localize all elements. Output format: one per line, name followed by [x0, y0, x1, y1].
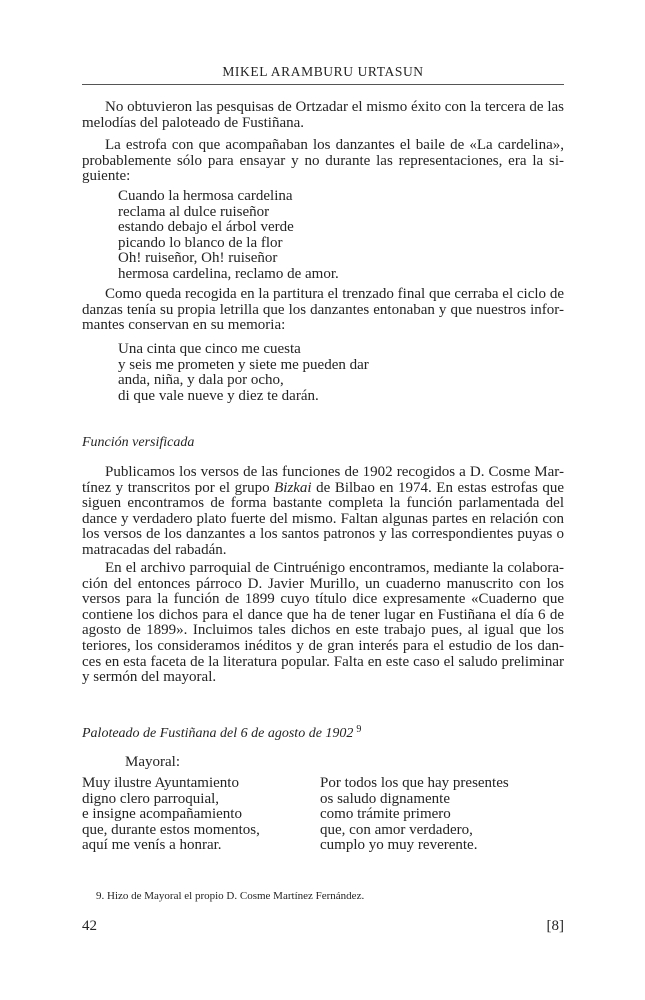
text-line: Muy ilustre Ayuntamiento — [82, 775, 239, 791]
page-number: 42 — [82, 918, 97, 934]
text-line: agosto de 1899». Incluimos tales dichos en este trabajo pues, al igual que los — [82, 622, 564, 638]
text-line: hermosa cardelina, reclamo de amor. — [118, 265, 339, 282]
text-line: e insigne acompañamiento — [82, 806, 242, 823]
text-line: picando lo blanco de la flor — [118, 234, 283, 251]
text-line: probablemente sólo para ensayar y no durante las representaciones, era la si- — [82, 153, 564, 169]
section-heading-paloteado — [82, 724, 361, 742]
text-line: y seis me prometen y siete me pueden dar — [118, 356, 369, 373]
text-line: mantes conservan en su memoria: — [82, 317, 286, 334]
text-line: La estrofa con que acompañaban los danzantes el baile de «La cardelina», — [105, 138, 564, 153]
text-line: danzas tenía su propia letrilla que los danzantes entonaban y que nuestros infor- — [82, 302, 564, 318]
paragraph-4-rest — [82, 496, 564, 558]
text-line: Una cinta que cinco me cuesta — [118, 341, 301, 357]
text-line: dance y verdadero plato fuerte del mismo. Faltan algunas partes en relación con — [82, 511, 564, 527]
text-line: los versos de los danzantes a los santos patronos y las correspondientes puyas o — [82, 527, 564, 543]
section-heading: Función versificada — [82, 435, 195, 450]
text-line: que, con amor verdadero, — [320, 821, 473, 838]
text-segment: de Bilbao en 1974. En estas estrofas que — [311, 480, 564, 496]
text-line: siguen encontramos de forma bastante completa la función parlamentada del — [82, 496, 564, 512]
text-line: guiente: — [82, 168, 131, 185]
text-line: digno clero parroquial, — [82, 790, 220, 807]
text-line: Por todos los que hay presentes — [320, 775, 509, 791]
paragraph-2 — [82, 138, 564, 185]
text-line: os saludo dignamente — [320, 790, 450, 807]
text-line: Como queda recogida en la partitura el trenzado final que cerraba el ciclo de — [105, 287, 564, 302]
heading-text: Paloteado de Fustiñana del 6 de agosto de 1902 — [82, 726, 354, 741]
text-segment: tínez y transcritos por el grupo — [82, 480, 275, 496]
section-number: [8] — [546, 918, 564, 934]
text-line: estando debajo el árbol verde — [118, 219, 294, 236]
text-line: ción del entonces párroco D. Javier Murillo, un cuaderno manuscrito con los — [82, 575, 564, 592]
paragraph-3 — [82, 287, 564, 334]
paragraph-4 — [82, 465, 564, 559]
footnote-ref[interactable]: 9 — [356, 724, 362, 735]
paragraph-1 — [82, 100, 564, 131]
text-line: versos para la función de 1899 cuyo título dice expresamente «Cuaderno que — [82, 591, 564, 607]
text-line: aquí me venís a honrar. — [82, 837, 222, 854]
text-line: y sermón del mayoral. — [82, 669, 217, 686]
text-line: Oh! ruiseñor, Oh! ruiseñor — [118, 250, 278, 267]
text-line: ces en esta faceta de la literatura popular. Falta en este caso el saludo preliminar — [82, 653, 564, 670]
header-rule — [82, 84, 564, 85]
text-line: anda, niña, y dala por ocho, — [118, 372, 284, 389]
text-line: Publicamos los versos de las funciones de 1902 recogidos a D. Cosme Mar- — [105, 465, 564, 480]
paragraph-5 — [82, 560, 564, 685]
poem-cardelina — [118, 189, 518, 283]
verse-column-left — [82, 776, 260, 854]
text-line: contiene los dichos para el dance que ha de tener lugar en Fustiñana el día 6 de — [82, 606, 564, 623]
text-line: melodías del paloteado de Fustiñana. — [82, 114, 305, 131]
text-line: Cuando la hermosa cardelina — [118, 188, 293, 204]
text-line: No obtuvieron las pesquisas de Ortzadar el mismo éxito con la tercera de las — [105, 100, 564, 115]
text-line — [82, 481, 564, 497]
text-line: que, durante estos momentos, — [82, 821, 260, 838]
italic-group-name: Bizkai — [274, 480, 312, 496]
text-line: matracadas del rabadán. — [82, 541, 227, 558]
text-line: En el archivo parroquial de Cintruénigo encontramos, mediante la colabora- — [105, 560, 564, 576]
footnote: 9. Hizo de Mayoral el propio D. Cosme Martínez Fernández. — [96, 890, 365, 902]
text-line: teriores, los consideramos inéditos y de gran interés para el estudio de los dan- — [82, 637, 564, 654]
text-line: como trámite primero — [320, 806, 451, 823]
running-header: MIKEL ARAMBURU URTASUN — [222, 64, 424, 79]
speaker-label: Mayoral: — [125, 754, 180, 770]
verse-column-right — [320, 776, 509, 854]
text-line: cumplo yo muy reverente. — [320, 837, 478, 854]
text-line: reclama al dulce ruiseñor — [118, 203, 270, 220]
poem-cinta — [118, 342, 518, 404]
text-line: di que vale nueve y diez te darán. — [118, 387, 319, 404]
